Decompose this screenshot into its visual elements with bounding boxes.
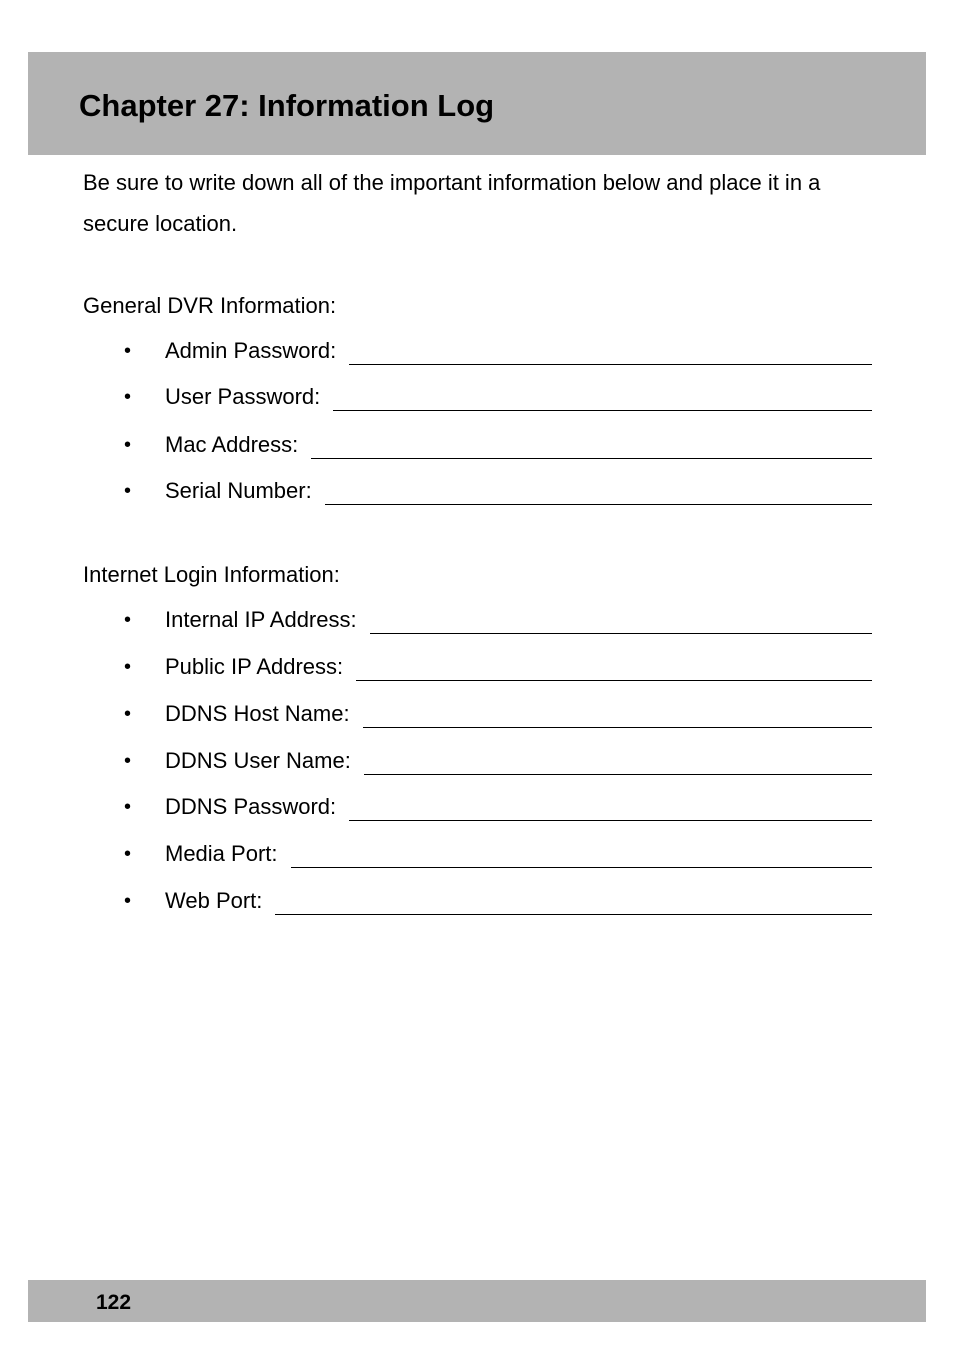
chapter-title: Chapter 27: Information Log (79, 88, 495, 123)
list-item-ddns-host-name (120, 697, 872, 729)
list-item-admin-password (120, 334, 872, 366)
bullet-icon: • (124, 796, 132, 818)
write-in-line (333, 410, 872, 411)
field-label: User Password: (165, 384, 321, 409)
bullet-icon: • (124, 386, 132, 408)
write-in-line (349, 820, 872, 821)
field-label: Serial Number: (165, 478, 312, 503)
field-label: Internal IP Address: (165, 607, 357, 632)
list-item-internal-ip (120, 603, 872, 635)
field-label: Web Port: (165, 888, 263, 913)
bullet-icon: • (124, 434, 132, 456)
bullet-icon: • (124, 340, 132, 362)
list-item-serial-number (120, 474, 872, 506)
write-in-line (291, 867, 873, 868)
chapter-header-band (28, 52, 926, 155)
intro-paragraph: Be sure to write down all of the important information below and place it in a secure location. (83, 170, 821, 236)
footer-band (28, 1280, 926, 1322)
write-in-line (275, 914, 872, 915)
field-label: DDNS Password: (165, 794, 337, 819)
list-item-public-ip (120, 650, 872, 682)
bullet-icon: • (124, 703, 132, 725)
bullet-icon: • (124, 890, 132, 912)
write-in-line (364, 774, 872, 775)
field-label: Media Port: (165, 841, 278, 866)
list-item-media-port (120, 837, 872, 869)
list-item-user-password (120, 380, 872, 412)
page-number: 122 (96, 1291, 132, 1314)
write-in-line (370, 633, 872, 634)
write-in-line (363, 727, 872, 728)
bullet-icon: • (124, 750, 132, 772)
write-in-line (325, 504, 872, 505)
field-label: Admin Password: (165, 338, 337, 363)
list-item-ddns-password (120, 790, 872, 822)
field-label: DDNS User Name: (165, 748, 351, 773)
bullet-icon: • (124, 609, 132, 631)
field-label: Public IP Address: (165, 654, 344, 679)
write-in-line (349, 364, 872, 365)
section-heading-general: General DVR Information: (83, 293, 337, 318)
field-label: Mac Address: (165, 432, 299, 457)
write-in-line (311, 458, 872, 459)
list-item-web-port (120, 884, 872, 916)
bullet-icon: • (124, 480, 132, 502)
write-in-line (356, 680, 872, 681)
list-item-mac-address (120, 428, 872, 460)
bullet-icon: • (124, 656, 132, 678)
bullet-icon: • (124, 843, 132, 865)
list-item-ddns-user-name (120, 744, 872, 776)
field-label: DDNS Host Name: (165, 701, 350, 726)
section-heading-internet: Internet Login Information: (83, 562, 340, 587)
